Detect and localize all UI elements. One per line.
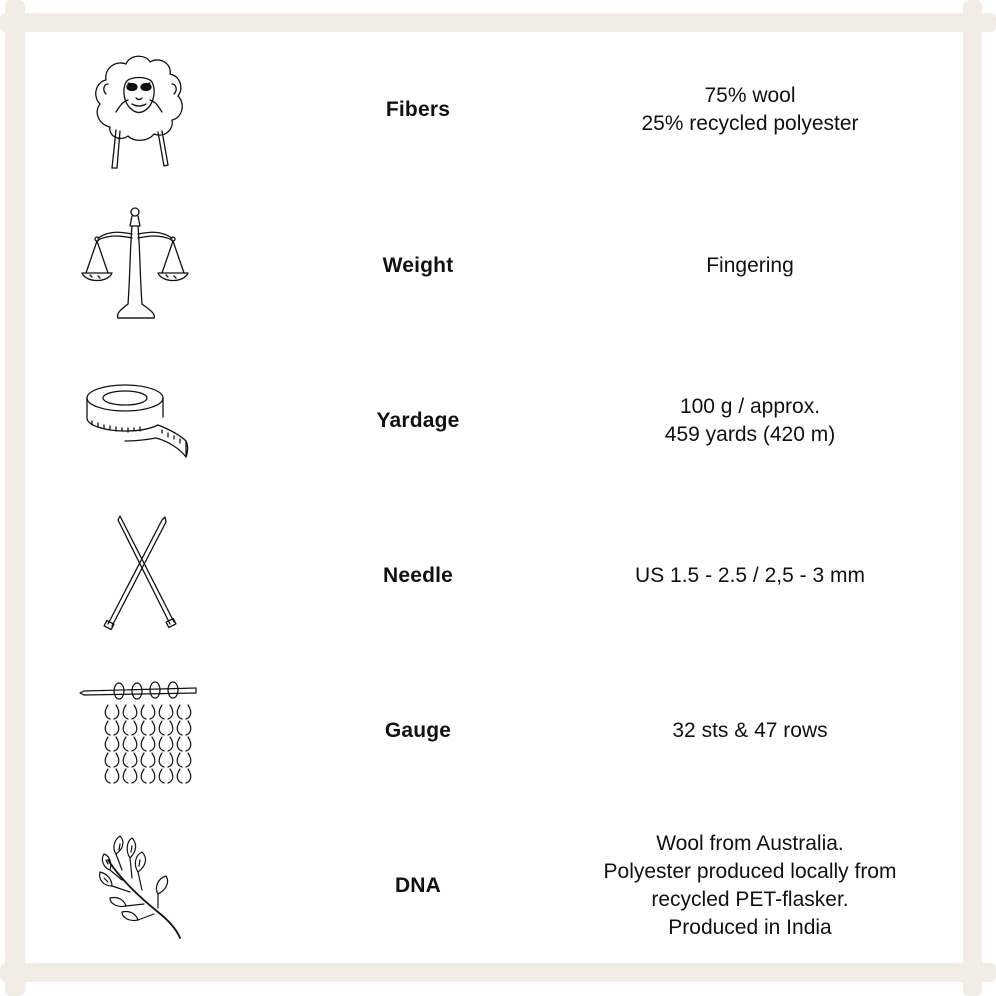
spec-value-line: Produced in India — [668, 915, 832, 939]
spec-label: Needle — [382, 563, 454, 587]
spec-value-line: 32 sts & 47 rows — [672, 718, 828, 742]
spec-row-fibers — [0, 32, 996, 187]
spec-row-gauge — [0, 653, 996, 808]
spec-value — [540, 498, 960, 653]
spec-value-line: recycled PET-flasker. — [651, 887, 849, 911]
spec-row-dna — [0, 808, 996, 963]
spec-label: Weight — [382, 253, 454, 277]
leaf-branch-icon — [70, 808, 200, 963]
spec-value — [540, 653, 960, 808]
sheep-icon — [70, 32, 200, 187]
spec-label: Fibers — [385, 97, 451, 121]
spec-value-line: Polyester produced locally from — [603, 859, 897, 883]
spec-value-line: 100 g / approx. — [679, 394, 821, 418]
spec-value-line: 459 yards (420 m) — [664, 422, 836, 446]
spec-label: Yardage — [376, 408, 460, 432]
spec-value-line: US 1.5 - 2.5 / 2,5 - 3 mm — [635, 563, 865, 587]
spec-value-line: Wool from Australia. — [656, 831, 844, 855]
measuring-tape-icon — [70, 343, 200, 498]
knit-stitches-icon — [70, 653, 200, 808]
spec-value-line: Fingering — [706, 253, 794, 277]
spec-label: Gauge — [384, 718, 452, 742]
spec-row-yardage — [0, 343, 996, 498]
spec-value-line: 25% recycled polyester — [641, 111, 859, 135]
spec-value — [540, 808, 960, 963]
spec-value-line: 75% wool — [704, 83, 796, 107]
spec-value — [540, 32, 960, 187]
spec-row-weight — [0, 188, 996, 343]
spec-label: DNA — [394, 873, 442, 897]
spec-value — [540, 188, 960, 343]
scale-icon — [70, 188, 200, 343]
knitting-needles-icon — [70, 498, 200, 653]
spec-row-needle — [0, 498, 996, 653]
spec-value — [540, 343, 960, 498]
